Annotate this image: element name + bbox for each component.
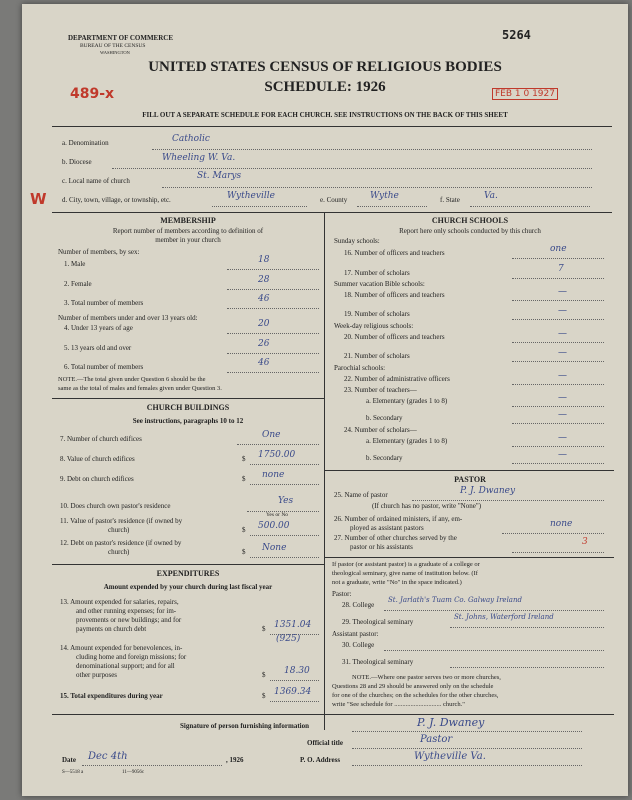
q30-line bbox=[384, 650, 604, 651]
instruction-line: FILL OUT A SEPARATE SCHEDULE FOR EACH CHURCH. SEE INSTRUCTIONS ON THE BACK OF THIS SHEET bbox=[142, 111, 508, 119]
grad-text-1: If pastor (or assistant pastor) is a graduate of a college or bbox=[332, 561, 480, 568]
q23b-value: — bbox=[558, 410, 567, 420]
pastor-note-2: Questions 28 and 29 should be answered only on the schedule bbox=[332, 683, 494, 690]
red-w-mark: W bbox=[30, 190, 47, 208]
q11-label-b: church) bbox=[108, 526, 130, 534]
q13-value-note: (925) bbox=[276, 634, 301, 644]
q14-label-d: other purposes bbox=[76, 671, 118, 679]
q14-label-a: 14. Amount expended for benevolences, in- bbox=[60, 644, 183, 652]
q12-label-a: 12. Debt on pastor's residence (if owned by bbox=[60, 539, 182, 547]
q22-value: — bbox=[558, 371, 567, 381]
q25-hint: (If church has no pastor, write "None") bbox=[372, 502, 482, 510]
schools-heading: CHURCH SCHOOLS bbox=[431, 216, 509, 225]
q14-value: 18.30 bbox=[284, 666, 310, 676]
county-value: Wythe bbox=[370, 191, 399, 201]
q12-value: None bbox=[262, 543, 287, 553]
schedule-number: 5264 bbox=[502, 28, 531, 42]
city-label: d. City, town, village, or township, etc. bbox=[62, 196, 171, 204]
q25-label: 25. Name of pastor bbox=[334, 491, 388, 499]
buildings-rule bbox=[52, 564, 324, 565]
pastor-heading: PASTOR bbox=[454, 475, 486, 484]
q4-label: 4. Under 13 years of age bbox=[64, 324, 133, 332]
q31-label: 31. Theological seminary bbox=[342, 658, 414, 666]
age-intro-label: Number of members under and over 13 years old: bbox=[58, 314, 198, 322]
q19-value: — bbox=[558, 306, 567, 316]
city-line bbox=[212, 206, 307, 207]
q26-line bbox=[502, 533, 604, 534]
q28-value: St. Jarlath's Tuam Co. Galway Ireland bbox=[388, 596, 522, 604]
q14-dollar: $ bbox=[262, 671, 266, 679]
q31-line bbox=[450, 667, 604, 668]
denomination-value: Catholic bbox=[172, 134, 210, 144]
q8-label: 8. Value of church edifices bbox=[60, 455, 135, 463]
place-label: WASHINGTON bbox=[100, 50, 130, 55]
q15-dollar: $ bbox=[262, 692, 266, 700]
q8-value: 1750.00 bbox=[258, 450, 296, 460]
diocese-label: b. Diocese bbox=[62, 158, 92, 166]
q23b-label: b. Secondary bbox=[366, 414, 403, 422]
city-value: Wytheville bbox=[227, 191, 275, 201]
q21-line bbox=[512, 361, 604, 362]
q27-value: 3 bbox=[582, 537, 588, 547]
pastor-note-4: write "See schedule for ............................. church." bbox=[332, 701, 465, 708]
pastor-note-1: NOTE.—Where one pastor serves two or more churches, bbox=[352, 674, 501, 681]
q27-label-a: 27. Number of other churches served by the bbox=[334, 534, 457, 542]
buildings-heading: CHURCH BUILDINGS bbox=[146, 403, 230, 412]
q9-value: none bbox=[262, 470, 285, 480]
pastor-note-3: for one of the churches; on the schedules for the other churches, bbox=[332, 692, 499, 699]
q15-value: 1369.34 bbox=[274, 687, 312, 697]
q16-value: one bbox=[550, 244, 567, 254]
q23b-line bbox=[512, 423, 604, 424]
q1-label: 1. Male bbox=[64, 260, 86, 268]
dept-label: DEPARTMENT OF COMMERCE bbox=[68, 34, 174, 42]
q27-label-b: pastor or his assistants bbox=[350, 543, 413, 551]
q13-label-c: provements or new buildings; and for bbox=[76, 616, 182, 624]
q2-line bbox=[227, 289, 319, 290]
q10-label: 10. Does church own pastor's residence bbox=[60, 502, 171, 510]
q18-value: — bbox=[558, 287, 567, 297]
q23a-value: — bbox=[558, 393, 567, 403]
q20-line bbox=[512, 342, 604, 343]
print-number: 11—9056c bbox=[122, 770, 145, 775]
bureau-label: BUREAU OF THE CENSUS bbox=[80, 43, 146, 49]
bottom-rule bbox=[52, 714, 614, 715]
diocese-line bbox=[112, 168, 592, 169]
parochial-label: Parochial schools: bbox=[334, 364, 386, 372]
q11-line bbox=[250, 535, 319, 536]
buildings-sub: See instructions, paragraphs 10 to 12 bbox=[132, 417, 244, 425]
q26-value: none bbox=[550, 519, 573, 529]
q6-value: 46 bbox=[258, 358, 270, 368]
q19-label: 19. Number of scholars bbox=[344, 310, 410, 318]
county-label: e. County bbox=[320, 196, 348, 204]
yes-no-hint: Yes or No bbox=[266, 512, 289, 518]
q25-line bbox=[412, 500, 604, 501]
state-value: Va. bbox=[484, 191, 498, 201]
q4-value: 20 bbox=[258, 319, 270, 329]
q6-label: 6. Total number of members bbox=[64, 363, 144, 371]
q22-line bbox=[512, 384, 604, 385]
expenditures-heading: EXPENDITURES bbox=[156, 569, 220, 578]
q13-label-a: 13. Amount expended for salaries, repairs, bbox=[60, 598, 179, 606]
state-line bbox=[470, 206, 590, 207]
q14-label-b: cluding home and foreign missions; for bbox=[76, 653, 187, 661]
q5-line bbox=[227, 353, 319, 354]
church-name-line bbox=[162, 187, 592, 188]
official-title-line bbox=[352, 748, 582, 749]
grad-text-2: theological seminary, give name of institution below. (If bbox=[332, 570, 478, 577]
q13-label-b: and other running expenses; for im- bbox=[76, 607, 177, 615]
q20-value: — bbox=[558, 329, 567, 339]
q14-label-c: denominational support; and for all bbox=[76, 662, 175, 670]
membership-heading: MEMBERSHIP bbox=[160, 216, 216, 225]
q16-line bbox=[512, 258, 604, 259]
by-sex-label: Number of members, by sex: bbox=[58, 248, 140, 256]
received-stamp: FEB 1 0 1927 bbox=[492, 88, 558, 100]
state-label: f. State bbox=[440, 196, 460, 204]
q20-label: 20. Number of officers and teachers bbox=[344, 333, 445, 341]
q24a-value: — bbox=[558, 433, 567, 443]
top-rule bbox=[52, 126, 612, 127]
identity-rule bbox=[52, 212, 612, 213]
q13-value: 1351.04 bbox=[274, 620, 312, 630]
q23a-label: a. Elementary (grades 1 to 8) bbox=[366, 397, 448, 405]
q19-line bbox=[512, 319, 604, 320]
q7-value: One bbox=[262, 430, 281, 440]
q26-label-b: ployed as assistant pastors bbox=[350, 524, 424, 532]
q5-value: 26 bbox=[258, 339, 270, 349]
membership-note-1: NOTE.—The total given under Question 6 should be the bbox=[58, 376, 206, 383]
q8-line bbox=[250, 464, 319, 465]
q12-label-b: church) bbox=[108, 548, 130, 556]
q1-line bbox=[227, 269, 319, 270]
census-schedule-paper bbox=[22, 4, 628, 796]
q29-line bbox=[450, 627, 604, 628]
q5-label: 5. 13 years old and over bbox=[64, 344, 132, 352]
denomination-label: a. Denomination bbox=[62, 139, 109, 147]
church-name-value: St. Marys bbox=[197, 171, 242, 181]
official-title-label: Official title bbox=[307, 739, 343, 747]
sunday-label: Sunday schools: bbox=[334, 237, 380, 245]
expenditures-sub: Amount expended by your church during last fiscal year bbox=[103, 583, 273, 591]
signature-line bbox=[352, 731, 582, 732]
q4-line bbox=[227, 333, 319, 334]
q24-label: 24. Number of scholars— bbox=[344, 426, 417, 434]
date-line bbox=[82, 765, 222, 766]
q26-label-a: 26. Number of ordained ministers, if any, em- bbox=[334, 515, 463, 523]
q7-label: 7. Number of church edifices bbox=[60, 435, 142, 443]
q18-line bbox=[512, 300, 604, 301]
red-code: 489-x bbox=[70, 86, 115, 102]
grad-text-3: not a graduate, write "No" in the space indicated.) bbox=[332, 579, 462, 586]
q18-label: 18. Number of officers and teachers bbox=[344, 291, 445, 299]
schools-rule bbox=[324, 470, 614, 471]
q24b-value: — bbox=[558, 450, 567, 460]
q17-label: 17. Number of scholars bbox=[344, 269, 410, 277]
q24b-line bbox=[512, 463, 604, 464]
q3-value: 46 bbox=[258, 294, 270, 304]
pastor-rule bbox=[324, 557, 614, 558]
form-number: S—5518 a bbox=[62, 770, 84, 775]
q10-value: Yes bbox=[278, 496, 294, 506]
official-title-value: Pastor bbox=[420, 734, 453, 745]
weekday-label: Week-day religious schools: bbox=[334, 322, 414, 330]
q6-line bbox=[227, 372, 319, 373]
q24b-label: b. Secondary bbox=[366, 454, 403, 462]
center-divider bbox=[324, 212, 325, 730]
q15-line bbox=[270, 701, 319, 702]
church-name-label: c. Local name of church bbox=[62, 177, 130, 185]
denomination-line bbox=[152, 149, 592, 150]
q11-value: 500.00 bbox=[258, 521, 290, 531]
assistant-pastor-sublabel: Assistant pastor: bbox=[332, 630, 379, 638]
signature-label: Signature of person furnishing information bbox=[180, 722, 309, 730]
q3-line bbox=[227, 308, 319, 309]
form-title: UNITED STATES CENSUS OF RELIGIOUS BODIES bbox=[148, 59, 502, 75]
q22-label: 22. Number of administrative officers bbox=[344, 375, 450, 383]
q14-line bbox=[270, 680, 319, 681]
q17-line bbox=[512, 278, 604, 279]
q30-label: 30. College bbox=[342, 641, 375, 649]
summer-label: Summer vacation Bible schools: bbox=[334, 280, 425, 288]
q12-line bbox=[250, 557, 319, 558]
q21-value: — bbox=[558, 348, 567, 358]
q23a-line bbox=[512, 406, 604, 407]
q11-label-a: 11. Value of pastor's residence (if owned by bbox=[60, 517, 183, 525]
q11-dollar: $ bbox=[242, 526, 246, 534]
po-address-line bbox=[352, 765, 582, 766]
q9-label: 9. Debt on church edifices bbox=[60, 475, 134, 483]
q2-label: 2. Female bbox=[64, 280, 92, 288]
q12-dollar: $ bbox=[242, 548, 246, 556]
pastor-name-value: P. J. Dwaney bbox=[460, 486, 516, 496]
diocese-value: Wheeling W. Va. bbox=[162, 153, 236, 163]
q16-label: 16. Number of officers and teachers bbox=[344, 249, 445, 257]
q21-label: 21. Number of scholars bbox=[344, 352, 410, 360]
signature-value: P. J. Dwaney bbox=[417, 716, 485, 729]
q8-dollar: $ bbox=[242, 455, 246, 463]
date-value: Dec 4th bbox=[88, 751, 128, 762]
q13-dollar: $ bbox=[262, 625, 266, 633]
q1-value: 18 bbox=[258, 255, 270, 265]
po-address-label: P. O. Address bbox=[300, 756, 341, 764]
q17-value: 7 bbox=[558, 264, 564, 274]
membership-note-2: same as the total of males and females given under Question 3. bbox=[58, 385, 222, 392]
q29-label: 29. Theological seminary bbox=[342, 618, 414, 626]
q3-label: 3. Total number of members bbox=[64, 299, 144, 307]
q29-value: St. Johns, Waterford Ireland bbox=[454, 613, 554, 621]
membership-sub2: member in your church bbox=[155, 236, 221, 244]
q27-line bbox=[512, 552, 604, 553]
date-year: , 1926 bbox=[226, 756, 244, 764]
membership-rule bbox=[52, 398, 324, 399]
q24a-label: a. Elementary (grades 1 to 8) bbox=[366, 437, 448, 445]
q28-label: 28. College bbox=[342, 601, 375, 609]
schedule-title: SCHEDULE: 1926 bbox=[264, 79, 386, 95]
q9-line bbox=[250, 484, 319, 485]
q28-line bbox=[384, 610, 604, 611]
q9-dollar: $ bbox=[242, 475, 246, 483]
date-label: Date bbox=[62, 756, 76, 764]
q15-label: 15. Total expenditures during year bbox=[60, 692, 163, 700]
q23-label: 23. Number of teachers— bbox=[344, 386, 417, 394]
county-line bbox=[357, 206, 427, 207]
q7-line bbox=[237, 444, 319, 445]
schools-sub: Report here only schools conducted by this church bbox=[399, 227, 541, 235]
po-address-value: Wytheville Va. bbox=[414, 751, 486, 762]
membership-sub1: Report number of members according to definition of bbox=[112, 227, 264, 235]
q24a-line bbox=[512, 446, 604, 447]
q13-label-d: payments on church debt bbox=[76, 625, 147, 633]
pastor-sublabel: Pastor: bbox=[332, 590, 352, 598]
q2-value: 28 bbox=[258, 275, 270, 285]
